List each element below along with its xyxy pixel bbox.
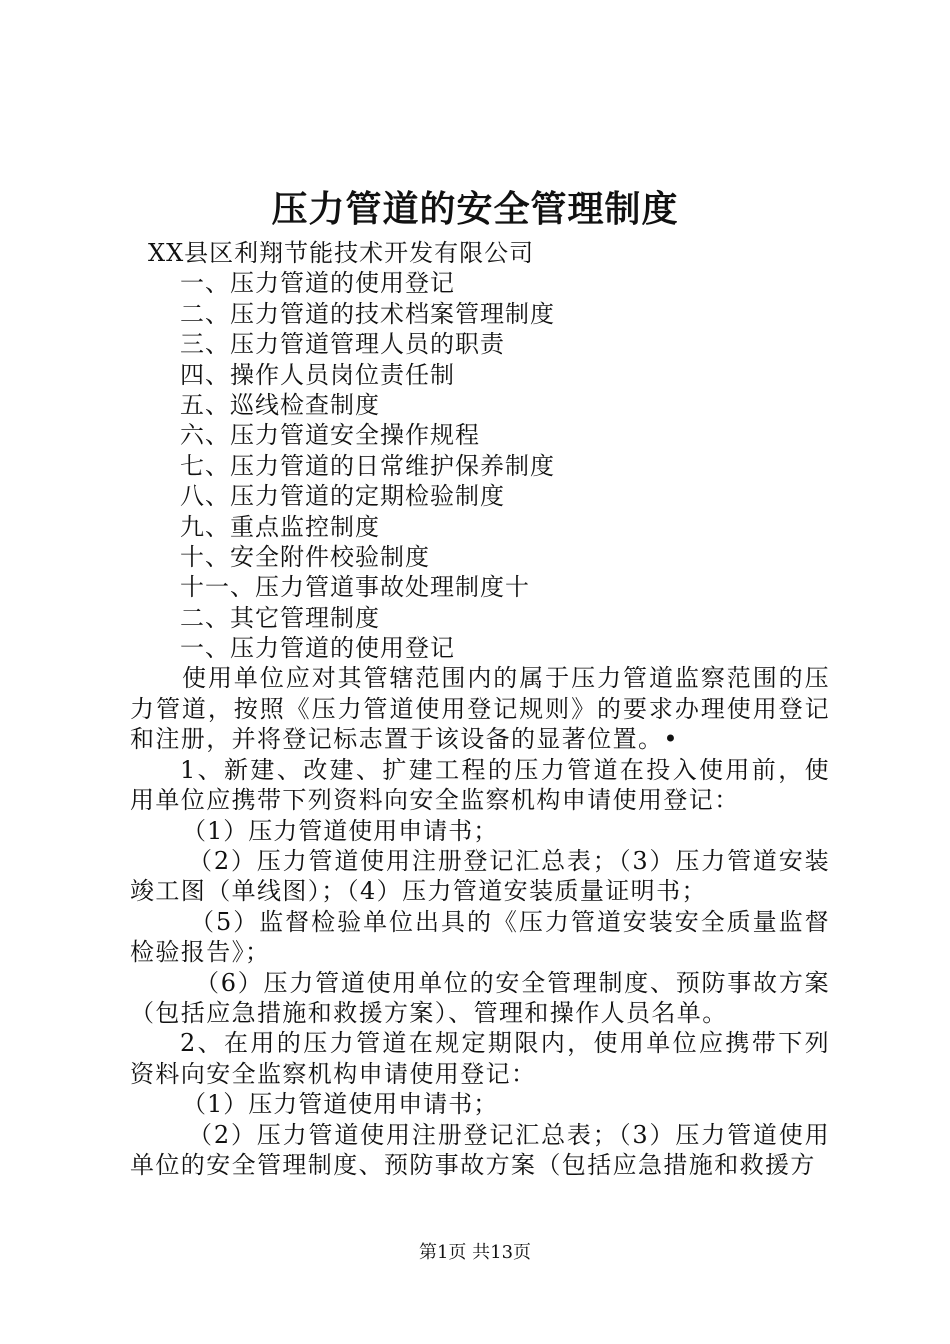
list-item: （1）压力管道使用申请书； [182,1090,499,1119]
paragraph-item-1: 1、新建、改建、扩建工程的压力管道在投入使用前，使用单位应携带下列资料向安全监察机构申请使用登记： [130,755,830,815]
document-title: 压力管道的安全管理制度 [271,188,679,230]
page-number-footer: 第1页 共13页 [418,1242,532,1263]
section-heading: 一、压力管道的使用登记 [180,634,455,663]
company-name: XX县区利翔节能技术开发有限公司 [148,239,535,267]
toc-item: 三、压力管道管理人员的职责 [180,330,505,359]
toc-item: 十、安全附件校验制度 [180,542,430,571]
table-of-contents [130,268,830,633]
paragraph-item-2: 2、在用的压力管道在规定期限内，使用单位应携带下列资料向安全监察机构申请使用登记： [130,1029,830,1088]
list-item: （2）压力管道使用注册登记汇总表；（3）压力管道使用单位的安全管理制度、预防事故方案（包括应急措施和救援方 [130,1120,830,1179]
toc-item: 七、压力管道的日常维护保养制度 [180,451,555,480]
list-item: （5）监督检验单位出具的《压力管道安装安全质量监督检验报告》； [130,907,830,967]
toc-item: 一、压力管道的使用登记 [180,269,455,298]
document-body [130,238,830,1180]
list-item: （6）压力管道使用单位的安全管理制度、预防事故方案（包括应急措施和救援方案）、管理和操作人员名单。 [130,968,830,1027]
toc-item: 二、压力管道的技术档案管理制度 [180,299,555,328]
toc-item: 五、巡线检查制度 [180,390,380,419]
list-item: （2）压力管道使用注册登记汇总表；（3）压力管道安装竣工图（单线图）；（4）压力管道安装质量证明书； [130,846,830,906]
toc-item: 八、压力管道的定期检验制度 [180,482,505,511]
paragraph-intro: 使用单位应对其管辖范围内的属于压力管道监察范围的压力管道，按照《压力管道使用登记规则》的要求办理使用登记和注册，并将登记标志置于该设备的显著位置。• [130,664,830,754]
toc-item: 六、压力管道安全操作规程 [180,421,480,450]
list-item: （1）压力管道使用申请书； [182,816,499,845]
toc-item: 九、重点监控制度 [180,512,380,541]
toc-item: 二、其它管理制度 [180,603,380,632]
toc-item: 四、操作人员岗位责任制 [180,360,455,389]
toc-item: 十一、压力管道事故处理制度十 [180,573,530,602]
